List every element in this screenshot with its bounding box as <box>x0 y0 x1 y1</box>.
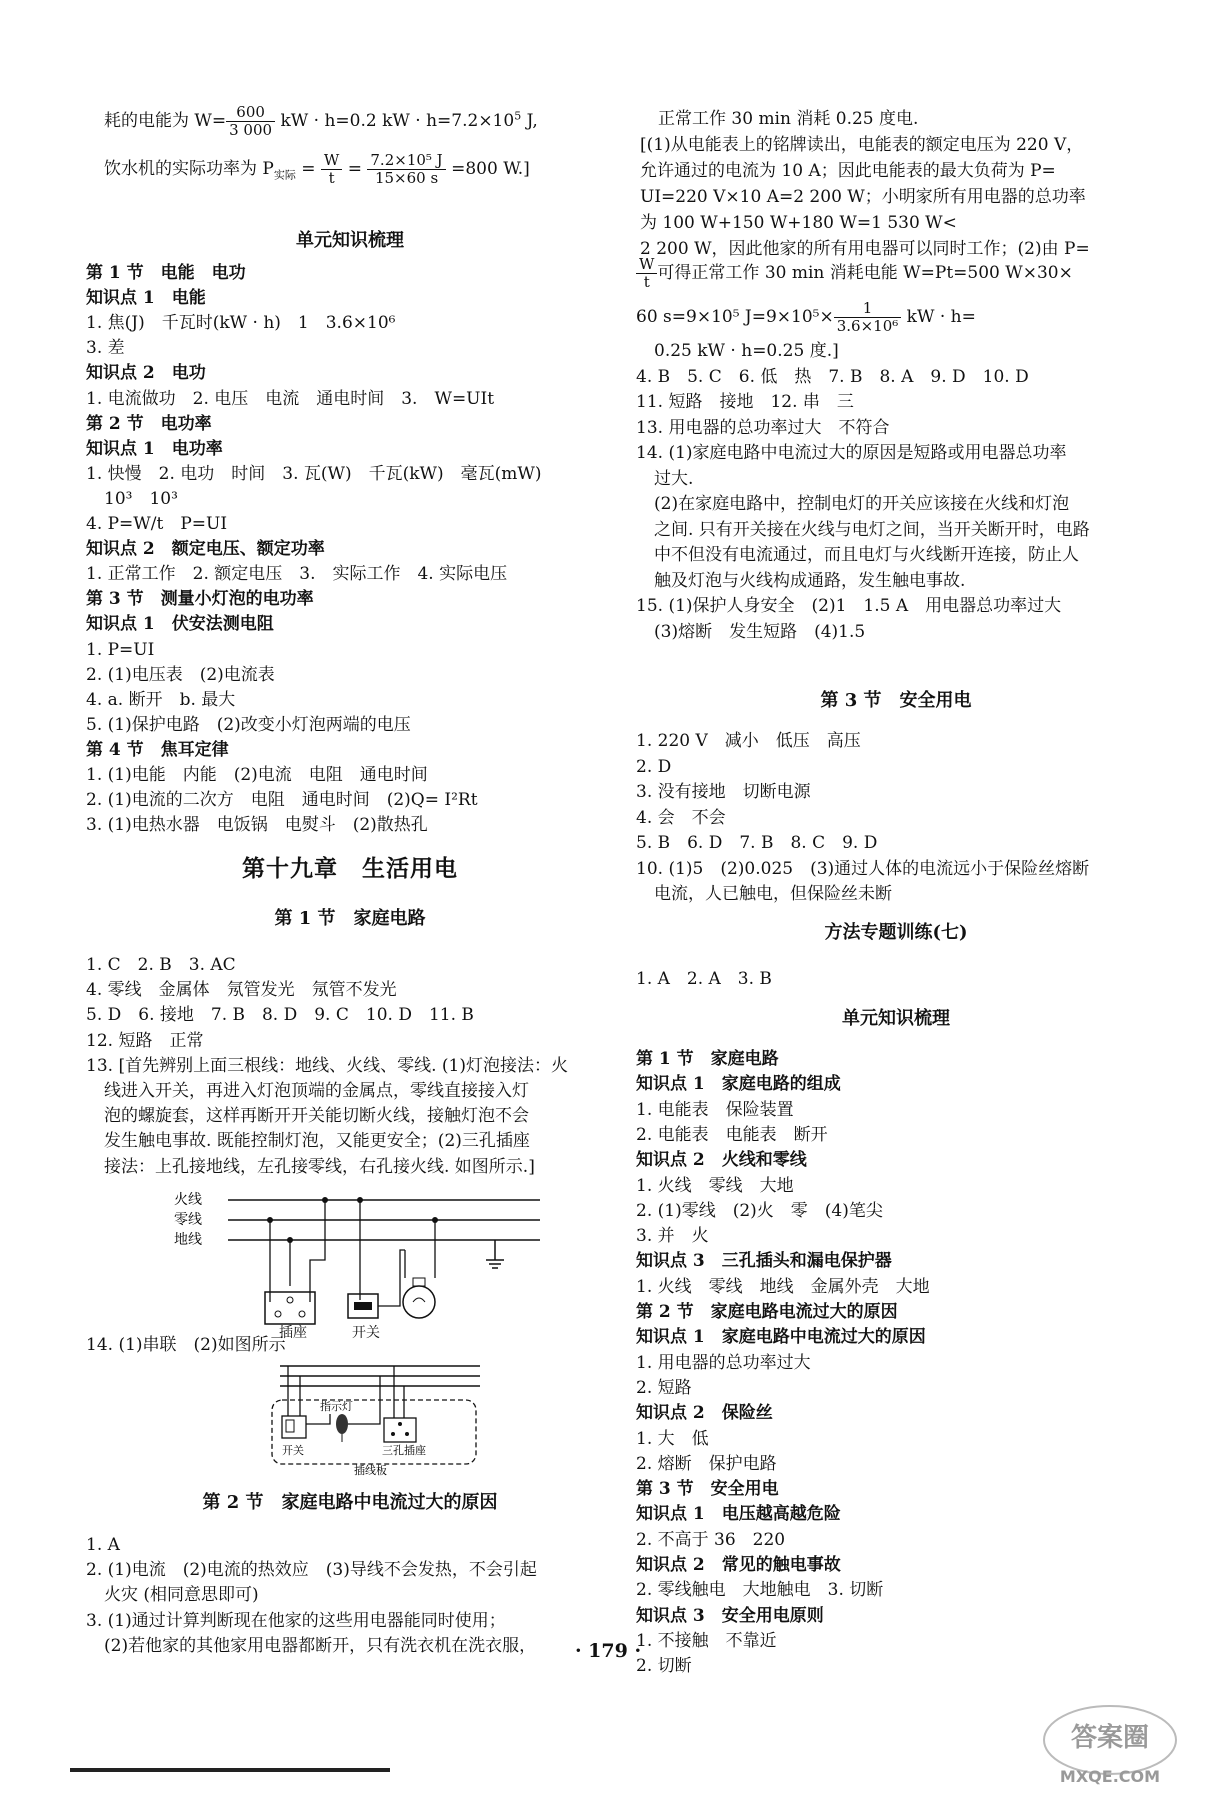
answer-line: 为 100 W+150 W+180 W=1 530 W< <box>640 213 957 233</box>
section-heading: 知识点 1 家庭电路中电流过大的原因 <box>636 1327 926 1348</box>
answer-line: 1. 电能表 保险装置 <box>636 1099 794 1120</box>
answer-line: 中不但没有电流通过，而且电灯与火线断开连接，防止人 <box>654 545 1079 565</box>
fraction <box>226 104 275 139</box>
energy-formula-line <box>104 104 538 139</box>
numerator: W <box>321 152 342 170</box>
answer-line: 火灾 (相同意思即可) <box>104 1585 259 1606</box>
section-heading: 知识点 1 电能 <box>86 288 206 309</box>
answer-line: 1. A <box>86 1535 120 1555</box>
answer-line: 1. (1)电能 内能 (2)电流 电阻 通电时间 <box>86 765 428 785</box>
answer-line: 发生触电事故. 既能控制灯泡，又能更安全；(2)三孔插座 <box>104 1131 530 1152</box>
answer-line: 2. 短路 <box>636 1377 692 1398</box>
answer-line: 2. 不高于 36 220 <box>636 1529 786 1550</box>
subscript: 实际 <box>273 168 296 182</box>
section-heading: 第 3 节 测量小灯泡的电功率 <box>86 589 314 610</box>
answer-line: 接法：上孔接地线，左孔接零线，右孔接火线. 如图所示.] <box>104 1156 535 1177</box>
formula-text: 饮水机的实际功率为 P <box>104 159 274 179</box>
section-heading: 第 3 节 安全用电 <box>636 1479 779 1500</box>
answer-line: 2. 熔断 保护电路 <box>636 1453 777 1474</box>
indicator-lamp-label: 指示灯 <box>320 1400 353 1413</box>
answer-line: UI=220 V×10 A=2 200 W；小明家所有用电器的总功率 <box>640 187 1086 207</box>
section-heading: 第 4 节 焦耳定律 <box>86 739 229 760</box>
section-heading: 知识点 1 家庭电路的组成 <box>636 1074 841 1095</box>
watermark-text: 答案圈 <box>1070 1723 1150 1753</box>
answer-line: 1. 焦(J) 千瓦时(kW · h) 1 3.6×10⁶ <box>86 313 396 334</box>
answer-line: 2. (1)电压表 (2)电流表 <box>86 664 275 685</box>
answer-line: 1. 火线 零线 大地 <box>636 1175 794 1196</box>
socket-label: 插座 <box>279 1325 307 1341</box>
section-heading: 第 1 节 电能 电功 <box>86 263 246 283</box>
fraction <box>321 152 342 187</box>
strip-label: 插线板 <box>354 1464 387 1476</box>
section-heading: 知识点 2 火线和零线 <box>636 1150 807 1171</box>
answer-line: 4. 零线 金属体 氖管发光 氖管不发光 <box>86 980 397 1001</box>
strip-switch-label: 开关 <box>282 1444 304 1457</box>
answer-line: 1. 电流做功 2. 电压 电流 通电时间 3. W=UIt <box>86 388 495 409</box>
answer-line: 2. 电能表 电能表 断开 <box>636 1124 828 1145</box>
formula-text: 60 s=9×10⁵ J=9×10⁵× <box>636 307 834 327</box>
answer-line: 1. 正常工作 2. 额定电压 3. 实际工作 4. 实际电压 <box>86 564 508 585</box>
wire-label-fire: 火线 <box>174 1192 202 1208</box>
answer-line: 1. 大 低 <box>636 1428 709 1449</box>
answer-line: 1. 快慢 2. 电功 时间 3. 瓦(W) 千瓦(kW) 毫瓦(mW) <box>86 463 542 484</box>
formula-text: 可得正常工作 30 min 消耗电能 W=Pt=500 W×30× <box>657 263 1073 283</box>
answer-line: 12. 短路 正常 <box>86 1030 204 1051</box>
power-strip-diagram <box>270 1358 490 1476</box>
answer-line: 10³ 10³ <box>104 488 178 509</box>
section-heading: 知识点 2 保险丝 <box>636 1403 773 1424</box>
formula-text: = <box>295 159 321 179</box>
answer-line: 正常工作 30 min 消耗 0.25 度电. <box>658 109 919 129</box>
section-heading: 第 2 节 电功率 <box>86 413 212 434</box>
section-heading: 知识点 3 三孔插头和漏电保护器 <box>636 1251 892 1272</box>
method-title: 方法专题训练(七) <box>824 922 968 943</box>
unit-title: 单元知识梳理 <box>296 230 404 251</box>
answer-line: 1. C 2. B 3. AC <box>86 955 236 975</box>
section-title-2: 第 2 节 家庭电路中电流过大的原因 <box>202 1492 498 1513</box>
answer-line: 4. B 5. C 6. 低 热 7. B 8. A 9. D 10. D <box>636 366 1029 387</box>
answer-line: 1. 不接触 不靠近 <box>636 1630 777 1651</box>
answer-line: [(1)从电能表上的铭牌读出，电能表的额定电压为 220 V， <box>640 135 1084 155</box>
answer-line: 5. (1)保护电路 (2)改变小灯泡两端的电压 <box>86 714 411 735</box>
denominator: 3 000 <box>229 121 273 139</box>
page-number: · 179 · <box>574 1640 642 1662</box>
fraction <box>834 300 902 335</box>
numerator: 1 <box>834 300 902 318</box>
footer-rule <box>70 1768 390 1772</box>
indicator-lamp-icon <box>336 1414 348 1434</box>
answer-line: 过大. <box>654 468 694 489</box>
section-heading: 知识点 1 伏安法测电阻 <box>86 614 274 635</box>
wiring-diagram-1 <box>170 1190 550 1330</box>
answer-line: 3. 差 <box>86 338 125 359</box>
answer-line: (2)若他家的其他家用电器都断开，只有洗衣机在洗衣服， <box>104 1635 537 1656</box>
answer-line: 4. 会 不会 <box>636 807 726 828</box>
method-answers: 1. A 2. A 3. B <box>636 969 772 989</box>
formula-text: J, <box>521 111 538 131</box>
fraction <box>367 152 445 187</box>
numerator: 600 <box>226 104 275 122</box>
three-hole-socket-icon <box>384 1418 416 1442</box>
answer-line: 2 200 W，因此他家的所有用电器可以同时工作；(2)由 P= <box>640 239 1090 259</box>
energy-calc-line <box>636 256 1073 291</box>
answer-line: 2. (1)电流 (2)电流的热效应 (3)导线不会发热，不会引起 <box>86 1560 537 1581</box>
fraction <box>636 256 657 291</box>
answer-line: 允许通过的电流为 10 A；因此电能表的最大负荷为 P= <box>640 161 1056 181</box>
answer-line: 13. 用电器的总功率过大 不符合 <box>636 417 890 438</box>
answer-line: 泡的螺旋套，这样再断开开关能切断火线，接触灯泡不会 <box>104 1106 529 1127</box>
answer-line: 线进入开关，再进入灯泡顶端的金属点，零线直接接入灯 <box>104 1081 529 1101</box>
section-title-3: 第 3 节 安全用电 <box>820 690 972 711</box>
answer-line: 5. B 6. D 7. B 8. C 9. D <box>636 833 878 853</box>
section-heading: 第 2 节 家庭电路电流过大的原因 <box>636 1302 898 1322</box>
formula-text: =800 W.] <box>445 159 530 179</box>
answer-line: 11. 短路 接地 12. 串 三 <box>636 392 854 412</box>
strip-socket-label: 三孔插座 <box>382 1444 426 1457</box>
answer-line: 2. (1)电流的二次方 电阻 通电时间 (2)Q= I²Rt <box>86 790 478 811</box>
wire-label-ground: 地线 <box>174 1232 202 1248</box>
numerator: W <box>636 256 657 274</box>
answer-line: 1. 火线 零线 地线 金属外壳 大地 <box>636 1276 930 1297</box>
section-title: 第 1 节 家庭电路 <box>274 908 426 929</box>
answer-line: 3. (1)通过计算判断现在他家的这些用电器能同时使用； <box>86 1610 506 1631</box>
wire-label-neutral: 零线 <box>174 1212 202 1228</box>
section-heading: 知识点 2 额定电压、额定功率 <box>86 539 325 560</box>
answer-line: 3. (1)电热水器 电饭锅 电熨斗 (2)散热孔 <box>86 815 428 836</box>
answer-line: 1. P=UI <box>86 639 155 660</box>
answer-line: 2. 零线触电 大地触电 3. 切断 <box>636 1580 884 1601</box>
answer-line: (3)熔断 发生短路 (4)1.5 <box>654 621 866 642</box>
answer-line: 1. 用电器的总功率过大 <box>636 1352 811 1373</box>
superscript: 5 <box>514 109 522 123</box>
answer-line: 2. (1)零线 (2)火 零 (4)笔尖 <box>636 1200 883 1221</box>
watermark-url: MXQE.COM <box>1059 1767 1161 1786</box>
denominator: 15×60 s <box>374 169 439 187</box>
answer-line: 4. P=W/t P=UI <box>86 514 228 534</box>
denominator: t <box>328 169 335 187</box>
section-heading: 知识点 1 电功率 <box>86 438 223 459</box>
section-heading: 知识点 2 常见的触电事故 <box>636 1555 841 1575</box>
answer-line: 电流，人已触电，但保险丝未断 <box>654 884 892 904</box>
answer-line: 0.25 kW · h=0.25 度.] <box>654 341 839 361</box>
answer-line: 之间. 只有开关接在火线与电灯之间，当开关断开时，电路 <box>654 519 1090 540</box>
answer-line: 2. 切断 <box>636 1656 692 1677</box>
answer-line: 13. [首先辨别上面三根线：地线、火线、零线. (1)灯泡接法：火 <box>86 1055 568 1076</box>
answer-line: 5. D 6. 接地 7. B 8. D 9. C 10. D 11. B <box>86 1005 474 1026</box>
formula-text: kW · h= <box>901 307 976 327</box>
denominator: t <box>643 273 650 291</box>
formula-text: = <box>342 159 368 179</box>
answer-line: 3. 没有接地 切断电源 <box>636 782 811 802</box>
answer-line: 15. (1)保护人身安全 (2)1 1.5 A 用电器总功率过大 <box>636 596 1062 616</box>
formula-text: kW · h=0.2 kW · h=7.2×10 <box>275 111 515 131</box>
watermark-logo <box>1040 1700 1180 1790</box>
unit-title-2: 单元知识梳理 <box>842 1008 950 1029</box>
answer-line: 14. (1)家庭电路中电流过大的原因是短路或用电器总功率 <box>636 443 1067 463</box>
denominator: 3.6×10⁶ <box>836 317 899 335</box>
answer-line: (2)在家庭电路中，控制电灯的开关应该接在火线和灯泡 <box>654 494 1070 514</box>
section-heading: 知识点 2 电功 <box>86 363 206 384</box>
numerator: 7.2×10⁵ J <box>367 152 445 170</box>
section-heading: 知识点 3 安全用电原则 <box>636 1605 824 1626</box>
answer-line: 1. 220 V 减小 低压 高压 <box>636 731 861 751</box>
formula-text: 耗的电能为 W= <box>104 111 227 131</box>
power-formula-line <box>104 152 530 187</box>
section-heading: 知识点 1 电压越高越危险 <box>636 1504 841 1525</box>
q14-answer: 14. (1)串联 (2)如图所示 <box>86 1335 286 1355</box>
answer-line: 10. (1)5 (2)0.025 (3)通过人体的电流远小于保险丝熔断 <box>636 858 1090 879</box>
switch-label: 开关 <box>352 1325 380 1341</box>
bulb-icon <box>403 1286 435 1318</box>
answer-line: 3. 并 火 <box>636 1226 709 1247</box>
answer-line: 2. D <box>636 756 672 777</box>
chapter-title: 第十九章 生活用电 <box>242 855 458 882</box>
section-heading: 第 1 节 家庭电路 <box>636 1049 779 1069</box>
answer-line: 触及灯泡与火线构成通路，发生触电事故. <box>654 570 966 591</box>
unit-conversion-line <box>636 300 976 335</box>
answer-line: 4. a. 断开 b. 最大 <box>86 689 236 710</box>
